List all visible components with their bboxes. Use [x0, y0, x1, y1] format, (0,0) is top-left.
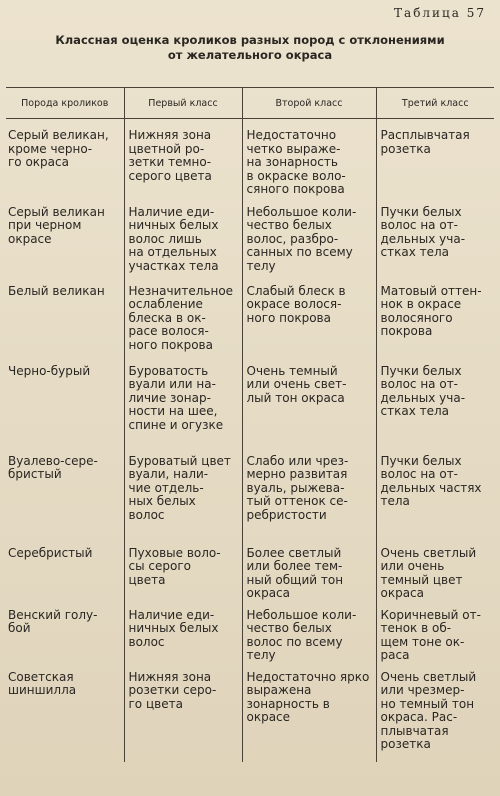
col-header-first-class: Первый класс: [124, 88, 242, 119]
breed-cell: Серый великан при черном окрасе: [8, 204, 105, 246]
second-class-cell: Очень темный или очень свет- лый тон окраса: [242, 360, 376, 450]
breed-cell: Черно-бурый: [8, 363, 91, 378]
title-line-2: от желательного окраса: [167, 48, 333, 62]
second-class-cell: Слабый блеск в окрасе волося- ного покрова: [242, 280, 376, 360]
breed-cell: Венский голу- бой: [8, 607, 98, 635]
table-row: [6, 119, 494, 201]
col-header-third-class: Третий класс: [376, 88, 494, 119]
second-class-cell: Недостаточно четко выраже- на зонарность в окраске воло- сяного покрова: [242, 119, 376, 201]
table-row: [6, 450, 494, 542]
title-line-1: Классная оценка кроликов разных пород с отклонениями: [55, 33, 445, 47]
first-class-cell: Незначительное ослабление блеска в ок- расе волося- ного покрова: [124, 280, 242, 360]
col-header-second-class: Второй класс: [242, 88, 376, 119]
third-class-cell: Пучки белых волос на от- дельных уча- стках тела: [376, 201, 494, 280]
table-row: [6, 542, 494, 604]
breed-cell: Серебристый: [8, 545, 93, 560]
col-header-breed: Порода кроликов: [6, 88, 124, 119]
first-class-cell: Наличие еди- ничных белых волос: [124, 604, 242, 666]
first-class-cell: Буроватый цвет вуали, нали- чие отдель- ных белых волос: [124, 450, 242, 542]
table-number: Таблица 57: [394, 6, 486, 20]
second-class-cell: Небольшое коли- чество белых волос, разбро- санных по всему телу: [242, 201, 376, 280]
third-class-cell: Очень светлый или очень темный цвет окраса: [376, 542, 494, 604]
breed-cell: Вуалево-сере- бристый: [8, 453, 98, 481]
header-row: [6, 88, 494, 119]
breed-cell: Советская шиншилла: [8, 669, 77, 697]
table-row: [6, 280, 494, 360]
second-class-cell: Небольшое коли- чество белых волос по всему телу: [242, 604, 376, 666]
second-class-cell: Более светлый или более тем- ный общий тон окраса: [242, 542, 376, 604]
third-class-cell: Пучки белых волос на от- дельных частях тела: [376, 450, 494, 542]
third-class-cell: Очень светлый или чрезмер- но темный тон окраса. Рас- плывчатая розетка: [376, 666, 494, 762]
table-row: [6, 201, 494, 280]
third-class-cell: Матовый оттен- нок в окрасе волосяного покрова: [376, 280, 494, 360]
first-class-cell: Буроватость вуали или на- личие зонар- ности на шее, спине и огузке: [124, 360, 242, 450]
table-title: [0, 33, 500, 63]
table-row: [6, 360, 494, 450]
second-class-cell: Слабо или чрез- мерно развитая вуаль, рыжева- тый оттенок се- ребристости: [242, 450, 376, 542]
third-class-cell: Пучки белых волос на от- дельных уча- стках тела: [376, 360, 494, 450]
third-class-cell: Коричневый от- тенок в об- щем тоне ок- раса: [376, 604, 494, 666]
second-class-cell: Недостаточно ярко выражена зонарность в окрасе: [242, 666, 376, 762]
table-row: [6, 604, 494, 666]
third-class-cell: Расплывчатая розетка: [376, 119, 494, 201]
first-class-cell: Нижняя зона розетки серо- го цвета: [124, 666, 242, 762]
first-class-cell: Наличие еди- ничных белых волос лишь на отдельных участках тела: [124, 201, 242, 280]
first-class-cell: Пуховые воло- сы серого цвета: [124, 542, 242, 604]
first-class-cell: Нижняя зона цветной ро- зетки темно- серого цвета: [124, 119, 242, 201]
breed-cell: Белый великан: [8, 283, 105, 298]
table-row: [6, 666, 494, 762]
grading-table: [6, 87, 494, 762]
breed-cell: Серый великан, кроме черно- го окраса: [8, 128, 109, 169]
